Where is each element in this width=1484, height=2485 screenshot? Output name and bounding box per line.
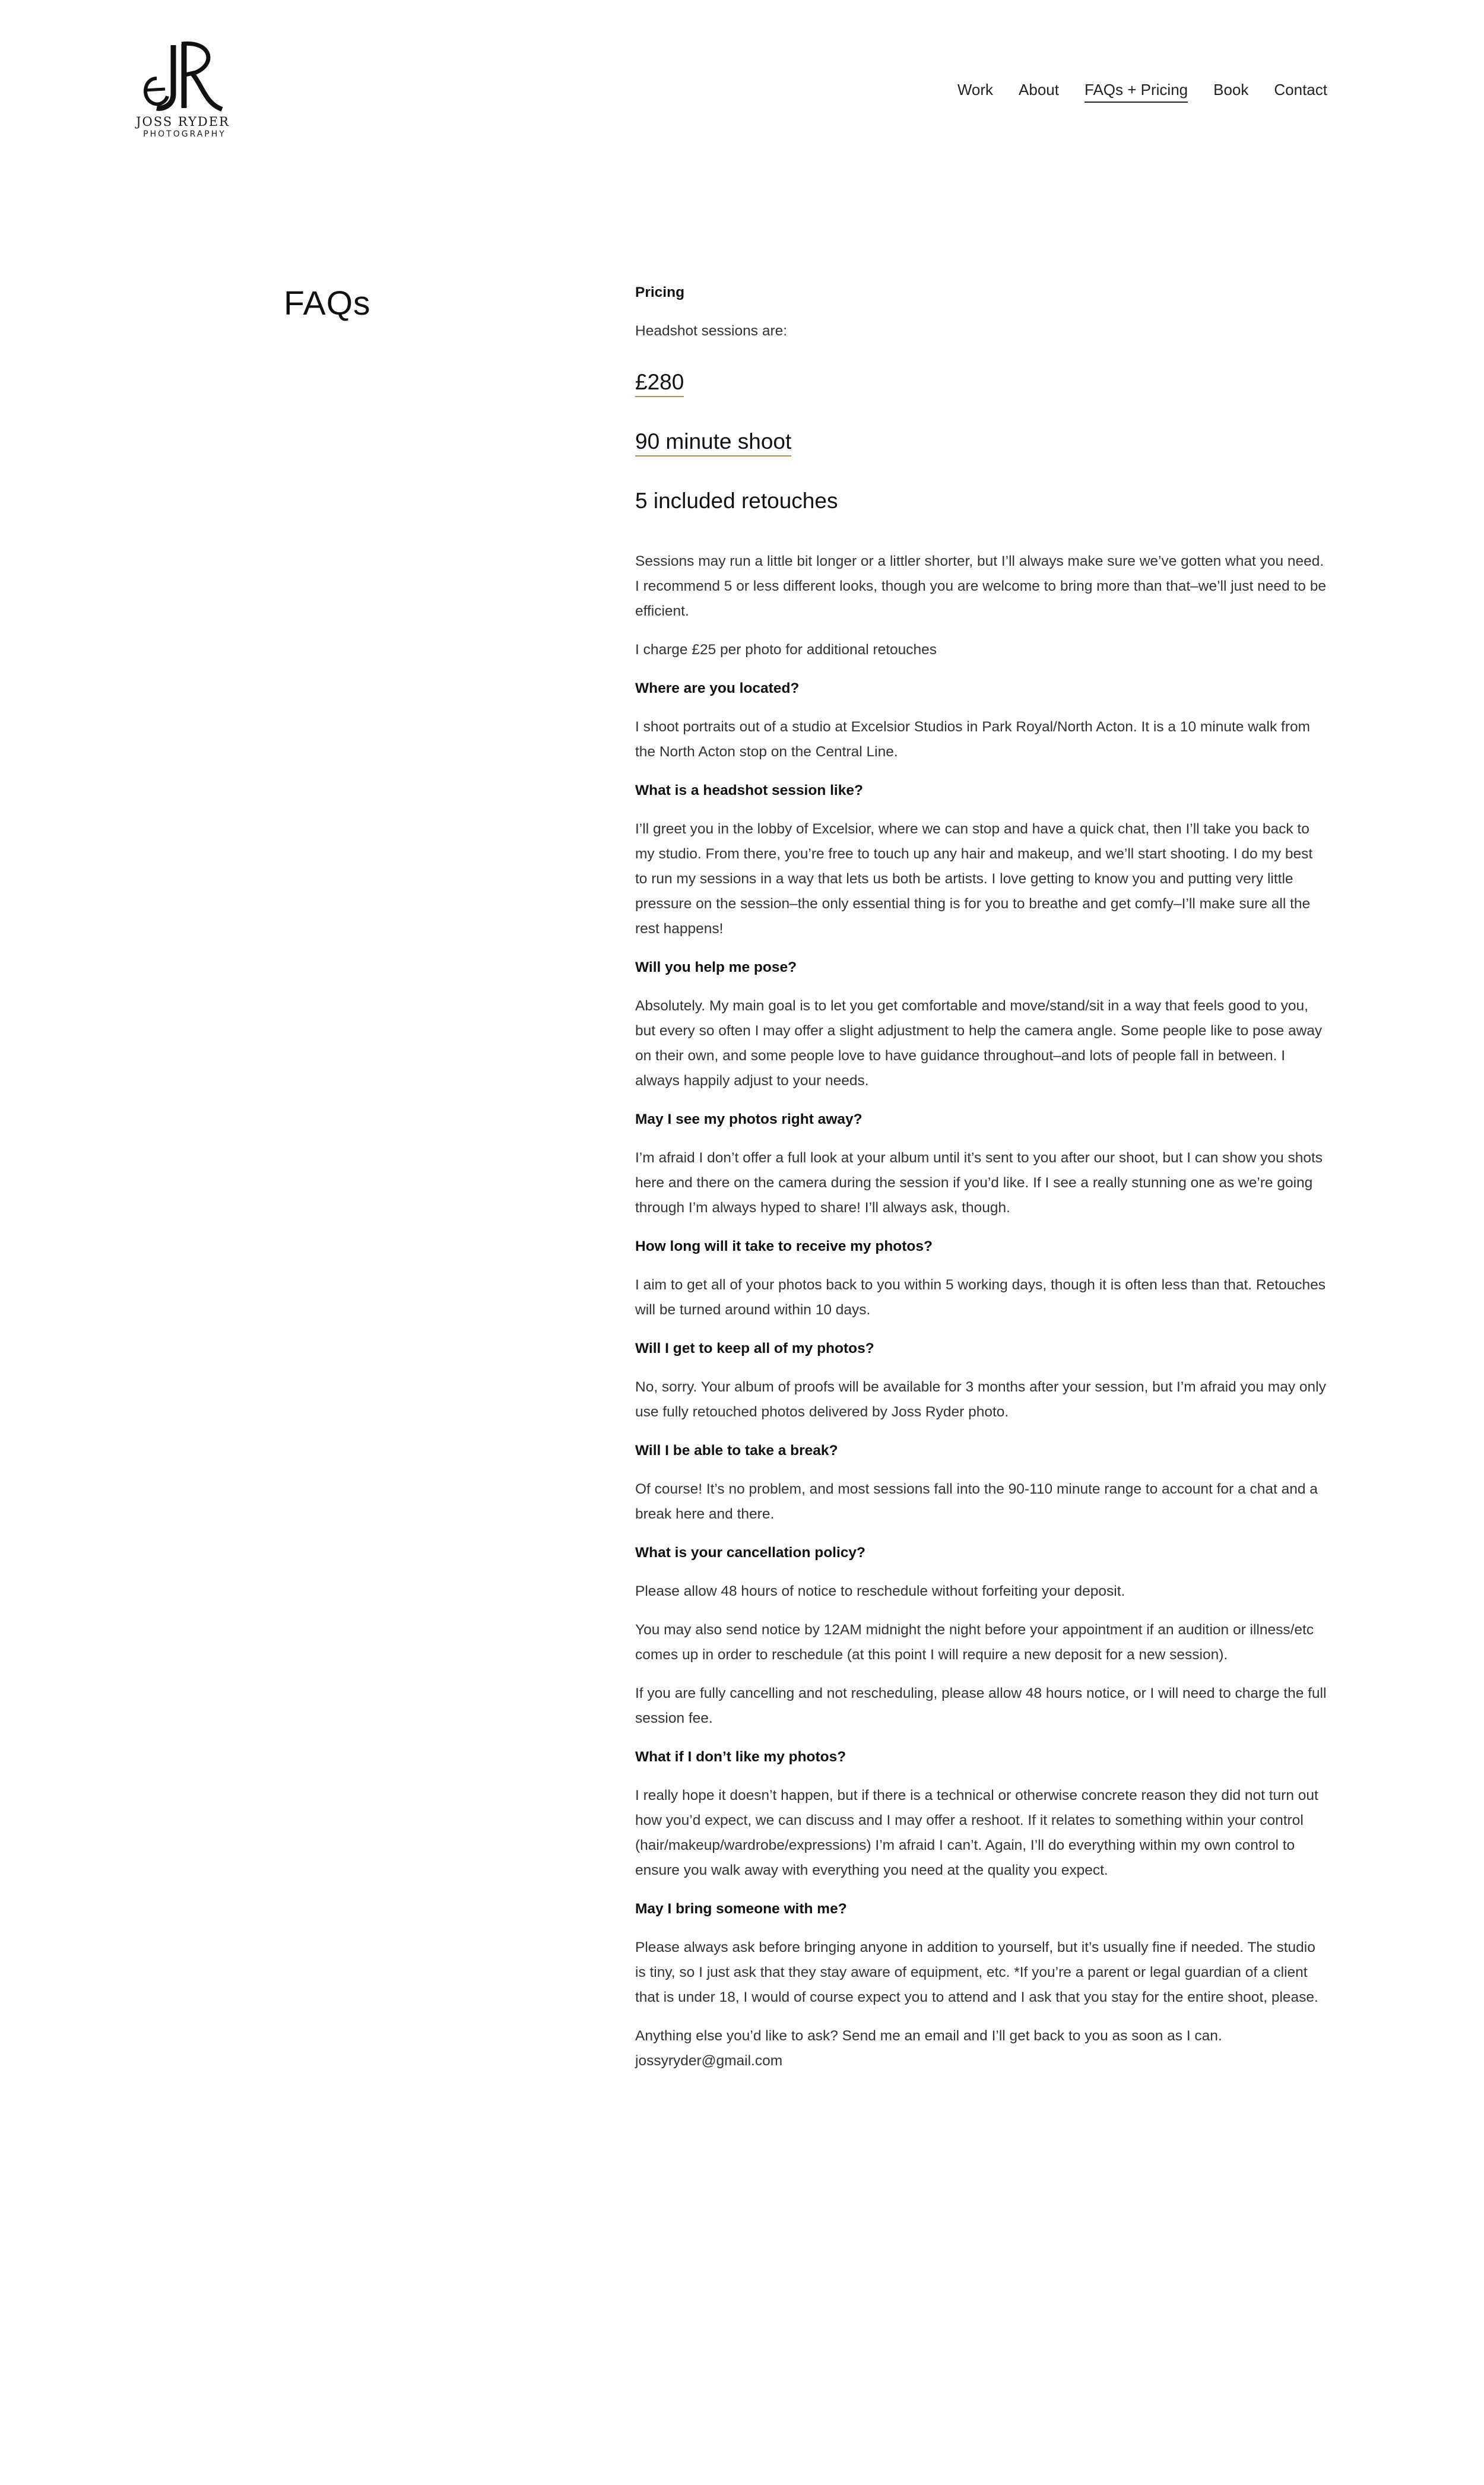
faq-answer: You may also send notice by 12AM midnight the night before your appointment if an audition or illness/etc comes up in order to reschedule (at this point I will require a new deposit for a new session). [635,1622,1314,1663]
faq-question: Where are you located? [635,680,800,696]
logo-name: JOSS RYDER [136,115,230,129]
pricing-highlights [635,369,1328,546]
faq-answer: I shoot portraits out of a studio at Excelsior Studios in Park Royal/North Acton. It is a 10 minute walk from the North Acton stop on the Central Line. [635,719,1311,760]
faq-content [635,280,1328,2087]
pricing-heading: Pricing [635,284,685,300]
logo-monogram-icon [139,39,228,112]
logo-subtitle: PHOTOGRAPHY [143,129,226,139]
pricing-extra: I charge £25 per photo for additional retouches [635,642,937,658]
faq-answer: Absolutely. My main goal is to let you get comfortable and move/stand/sit in a way that feels good to you, but every so often I may offer a slight adjustment to help the camera angle. Some people like to pose away on their own, and some people love to have guidance throughout–and lots of people fall in between. I always happily adjust to your needs. [635,998,1323,1089]
faq-answer: I really hope it doesn’t happen, but if there is a technical or otherwise concrete reason they did not turn out how you’d expect, we can discuss and I may offer a reshoot. If it relates to something within your control (hair/makeup/wardrobe/expressions) I’m afraid I can’t. Again, I’ll do everything within my own control to ensure you walk away with everything you need at the quality you expect. [635,1787,1318,1878]
faq-question: May I see my photos right away? [635,1111,863,1127]
price-value: £280 [635,369,684,397]
faq-answer: I’m afraid I don’t offer a full look at your album until it’s sent to you after our shoot, but I can show you shots here and there on the camera during the session if you’d like. If I see a really stunning one as we’re going through I’m always hyped to share! I’ll always ask, though. [635,1150,1323,1216]
pricing-note: Sessions may run a little bit longer or a littler shorter, but I’ll always make sure we’ve gotten what you need. I recommend 5 or less different looks, though you are welcome to bring more than that–we’ll just need to be efficient. [635,553,1326,619]
nav-item-about[interactable]: About [1019,81,1059,99]
faq-question: What if I don’t like my photos? [635,1749,846,1765]
site-header [0,0,1484,190]
faq-question: May I bring someone with me? [635,1901,847,1917]
faq-question: What is your cancellation policy? [635,1545,865,1561]
faq-question: Will I get to keep all of my photos? [635,1340,874,1356]
price-retouches: 5 included retouches [635,489,838,513]
pricing-intro: Headshot sessions are: [635,323,788,339]
contact-email[interactable]: jossyryder@gmail.com [635,2053,783,2069]
closing-text [635,2024,1328,2074]
nav-item-contact[interactable]: Contact [1274,81,1327,99]
page-title: FAQs [284,284,371,322]
faq-answer: I’ll greet you in the lobby of Excelsior, where we can stop and have a quick chat, then I’ll take you back to my studio. From there, you’re free to touch up any hair and makeup, and we’ll start shooting. I do my best to run my sessions in a way that lets us both be artists. I love getting to know you and putting very little pressure on the session–the only essential thing is for you to breathe and get comfy–I’ll make sure all the rest happens! [635,821,1313,937]
faq-answer: No, sorry. Your album of proofs will be available for 3 months after your session, but I’m afraid you may only use fully retouched photos delivered by Joss Ryder photo. [635,1379,1326,1420]
faq-answer: Please allow 48 hours of notice to reschedule without forfeiting your deposit. [635,1583,1125,1599]
faq-question: Will you help me pose? [635,959,797,975]
main-nav [957,81,1327,103]
faq-answer: Please always ask before bringing anyone in addition to yourself, but it’s usually fine if needed. The studio is tiny, so I just ask that they stay aware of equipment, etc. *If you’re a parent or legal guardian of a client that is under 18, I would of course expect you to attend and I ask that you stay for the entire shoot, please. [635,1939,1318,2005]
site-logo[interactable] [135,39,236,146]
faq-answer: I aim to get all of your photos back to you within 5 working days, though it is often less than that. Retouches will be turned around within 10 days. [635,1277,1326,1318]
nav-item-faqs-pricing[interactable]: FAQs + Pricing [1085,81,1188,103]
faq-question: What is a headshot session like? [635,782,863,798]
nav-item-work[interactable]: Work [957,81,994,99]
price-duration: 90 minute shoot [635,428,791,457]
nav-item-book[interactable]: Book [1213,81,1249,99]
closing-message: Anything else you’d like to ask? Send me an email and I’ll get back to you as soon as I can. [635,2028,1222,2044]
faq-answer: Of course! It’s no problem, and most sessions fall into the 90-110 minute range to account for a chat and a break here and there. [635,1481,1318,1522]
faq-question: Will I be able to take a break? [635,1443,838,1459]
faq-question: How long will it take to receive my photos? [635,1238,933,1254]
faq-answer: If you are fully cancelling and not rescheduling, please allow 48 hours notice, or I will need to charge the full session fee. [635,1685,1327,1726]
